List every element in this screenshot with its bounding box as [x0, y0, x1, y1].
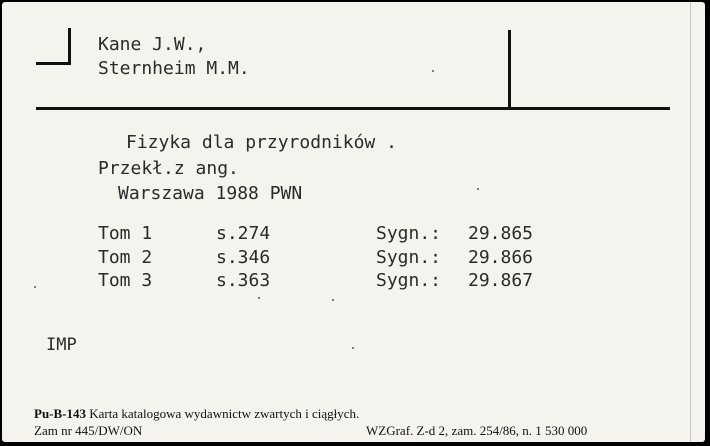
- volume-2-sygn: 29.866: [468, 247, 534, 268]
- corner-mark-vertical: [68, 28, 71, 64]
- volume-2-pages: s.346: [216, 247, 271, 268]
- catalog-card: [2, 2, 705, 442]
- translation-note: Przekł.z ang.: [98, 158, 239, 179]
- form-title: Karta katalogowa wydawnictw zwartych i ciągłych.: [89, 406, 360, 421]
- header-horizontal-rule: [36, 107, 670, 110]
- volume-3-sygn: 29.867: [468, 270, 534, 291]
- volume-2-sygn-label: Sygn.:: [376, 247, 442, 268]
- ink-speck: [332, 299, 334, 301]
- printer-imprint: WZGraf. Z-d 2, zam. 254/86, n. 1 530 000: [366, 423, 588, 438]
- volume-3-pages: s.363: [216, 270, 271, 291]
- volume-1-number: Tom 1: [98, 223, 153, 244]
- volume-3-number: Tom 3: [98, 270, 153, 291]
- ink-speck: [34, 286, 36, 288]
- imprint: Warszawa 1988 PWN: [118, 183, 303, 204]
- card-edge-line: [690, 2, 691, 442]
- form-code: Pu-B-143: [34, 406, 86, 421]
- volume-1-sygn: 29.865: [468, 223, 534, 244]
- ink-speck: [477, 188, 479, 190]
- corner-mark-horizontal: [36, 62, 71, 65]
- header-vertical-rule: [508, 30, 511, 108]
- volume-3-sygn-label: Sygn.:: [376, 270, 442, 291]
- imp-stamp: IMP: [46, 335, 77, 355]
- volume-2-number: Tom 2: [98, 247, 153, 268]
- order-number: Zam nr 445/DW/ON: [34, 423, 143, 438]
- author-1: Kane J.W.,: [98, 34, 207, 55]
- volume-1-pages: s.274: [216, 223, 271, 244]
- ink-speck: [352, 347, 354, 349]
- book-title: Fizyka dla przyrodników .: [126, 132, 397, 153]
- form-caption: [34, 406, 359, 422]
- author-2: Sternheim M.M.: [98, 58, 250, 79]
- ink-speck: [258, 297, 260, 299]
- ink-speck: [432, 70, 434, 72]
- volume-1-sygn-label: Sygn.:: [376, 223, 442, 244]
